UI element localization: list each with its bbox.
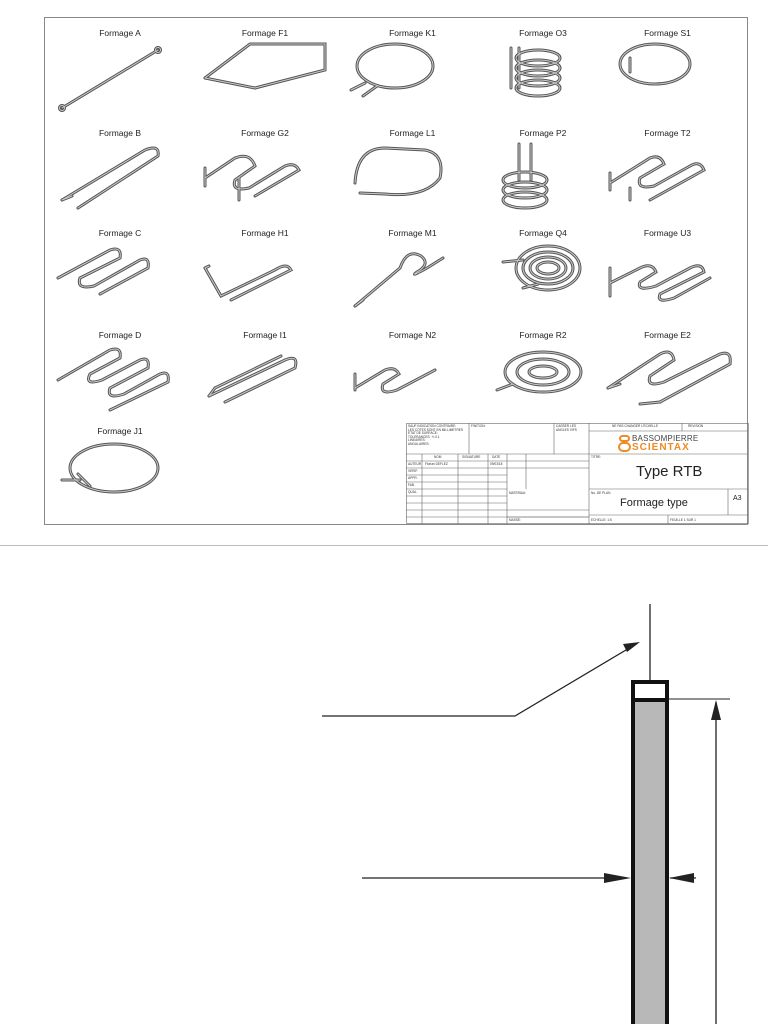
no-plan-label: No. DE PLAN (591, 491, 611, 495)
row-appr: APPR. (408, 476, 418, 480)
formage-label: Formage B (98, 128, 142, 138)
row-verif: VERIF. (408, 469, 418, 473)
formage-label: Formage T2 (644, 128, 691, 138)
formage-m1 (345, 228, 480, 318)
formage-j1 (50, 426, 190, 516)
tube-shape (345, 38, 480, 116)
formage-q4 (493, 228, 593, 318)
tube-shape (345, 238, 480, 316)
tube-shape (195, 138, 335, 216)
drawing-subtitle: Formage type (620, 497, 688, 509)
tube-shape (50, 38, 190, 116)
col-signature: SIGNATURE (462, 455, 481, 459)
tube-shape (50, 138, 190, 216)
tube-shape (493, 38, 593, 116)
formage-label: Formage M1 (388, 228, 437, 238)
tube-shape (195, 238, 335, 316)
formage-s1 (600, 28, 735, 118)
formage-h1 (195, 228, 335, 318)
detail-drawing (0, 546, 768, 1024)
auteur-name: Florian DEFLEZ (425, 462, 448, 466)
formage-label: Formage J1 (97, 426, 143, 436)
drawing-title: Type RTB (636, 463, 703, 480)
tube-shape (50, 340, 190, 418)
formage-label: Formage C (98, 228, 142, 238)
tube-shape (50, 238, 190, 316)
diameter-arrowhead-left (604, 873, 631, 883)
diameter-arrowhead-right (669, 873, 694, 883)
formage-f1 (195, 28, 335, 118)
formage-label: Formage K1 (389, 28, 436, 38)
formage-n2 (345, 330, 480, 420)
tube-shape (600, 138, 735, 216)
formage-c (50, 228, 190, 318)
tube-shape (195, 340, 335, 418)
formage-label: Formage O3 (519, 28, 567, 38)
logo-text-bottom: SCIENTAX (632, 442, 690, 453)
leader-line-top (322, 644, 636, 716)
finition-label: FINITION: (471, 424, 486, 428)
formage-label: Formage I1 (243, 330, 287, 340)
dimension-arrowhead (711, 700, 721, 720)
formage-k1 (345, 28, 480, 118)
materiau-label: MATERIAU: (509, 491, 527, 495)
tube-shape (600, 38, 735, 116)
tube-shape (493, 340, 593, 418)
feuille-label: FEUILLE 1 SUR 1 (670, 518, 696, 522)
echelle-label: ECHELLE: 1:5 (591, 518, 612, 522)
col-date: DATE (492, 455, 501, 459)
revision-label: REVISION (688, 424, 704, 428)
scale-note: NE PAS CHANGER L'ECHELLE (612, 424, 659, 428)
formage-r2 (493, 330, 593, 420)
formage-label: Formage H1 (241, 228, 289, 238)
formage-label: Formage A (99, 28, 141, 38)
formage-label: Formage S1 (644, 28, 691, 38)
col-nom: NOM (434, 455, 442, 459)
formage-label: Formage L1 (389, 128, 436, 138)
tube-shape (493, 238, 593, 316)
formage-label: Formage F1 (241, 28, 289, 38)
auteur-date: 09/03/18 (490, 462, 503, 466)
tube-shape (600, 340, 735, 418)
formage-g2 (195, 128, 335, 218)
formage-label: Formage N2 (388, 330, 437, 340)
formage-t2 (600, 128, 735, 218)
formage-a (50, 28, 190, 118)
tube-end-cap (633, 682, 667, 700)
tube-shape (195, 38, 335, 116)
masse-label: MASSE: (509, 518, 522, 522)
title-block (406, 423, 750, 524)
tube-shape (600, 238, 735, 316)
tube-shape (345, 138, 480, 216)
formage-l1 (345, 128, 480, 218)
tube-shape (493, 138, 593, 216)
formage-label: Formage D (98, 330, 142, 340)
titre-label: TITRE: (591, 455, 602, 459)
logo-text-top: BASSOMPIERRE (632, 434, 699, 443)
row-qual: QUAL. (408, 490, 418, 494)
tube-body (633, 684, 667, 1024)
formage-label: Formage E2 (644, 330, 691, 340)
logo-mark (618, 435, 631, 452)
tube-shape (345, 340, 480, 418)
formage-p2 (493, 128, 593, 218)
formage-e2 (600, 330, 735, 420)
row-auteur: AUTEUR (408, 462, 422, 466)
general-notes: SAUF INDICATION CONTRAIRE: LES COTES SONT EN MILLIMETRES ETAT DE SURFACE: TOLERANCES: +/-0.1 LINEAIRES: ANGULAIRES: (408, 424, 464, 446)
formage-u3 (600, 228, 735, 318)
formage-b (50, 128, 190, 218)
formage-label: Formage G2 (241, 128, 289, 138)
formage-label: Formage P2 (519, 128, 567, 138)
formage-o3 (493, 28, 593, 118)
formage-d (50, 330, 190, 420)
formage-i1 (195, 330, 335, 420)
row-fab: FAB. (408, 483, 415, 487)
formage-label: Formage R2 (519, 330, 567, 340)
casser-angles-note: CASSER LES ANGLES VIFS (556, 424, 577, 432)
sheet-format: A3 (733, 495, 742, 502)
formage-label: Formage U3 (643, 228, 692, 238)
formage-label: Formage Q4 (519, 228, 567, 238)
tube-shape (50, 436, 190, 514)
tube-detail-view (0, 546, 768, 1024)
company-logo (618, 434, 744, 454)
